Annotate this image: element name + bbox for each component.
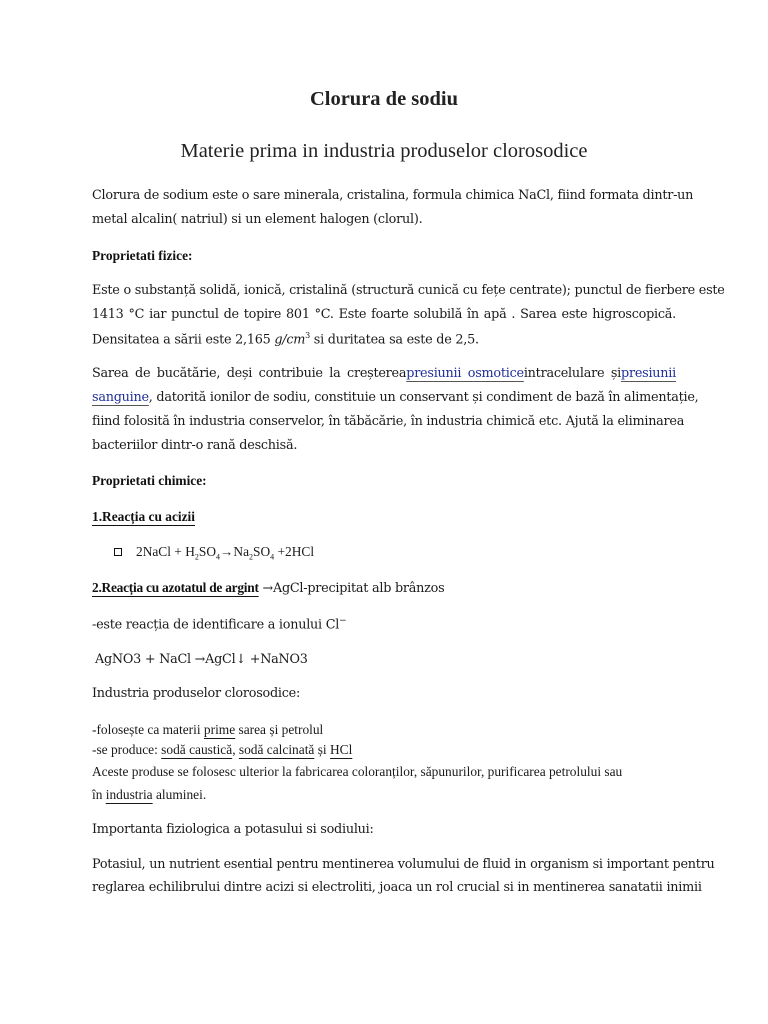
physical-heading: Proprietati fizice: xyxy=(92,248,193,263)
industry-text-1b: sarea și petrolul xyxy=(235,722,324,737)
industry-line-1 xyxy=(92,722,676,738)
salt-line-4: bacteriilor dintr-o rană deschisă. xyxy=(92,438,298,453)
identification-text: -este reacția de identificare a ionului Cl xyxy=(92,617,340,633)
intro-line-2: metal alcalin( natriul) si un element halogen (clorul). xyxy=(92,212,423,227)
reaction-2-equation: AgNO3 + NaCl →AgCl↓ +NaNO3 xyxy=(95,652,308,667)
industry-line-2 xyxy=(92,742,676,758)
chloride-charge: − xyxy=(339,616,347,626)
reaction-2-line xyxy=(92,580,676,596)
link-osmotic-pressure[interactable]: presiunii osmotice xyxy=(406,366,524,381)
reaction-2-description: →AgCl-precipitat alb brânzos xyxy=(258,581,445,596)
industry-word: industria xyxy=(105,787,153,802)
physical-line-2: 1413 °C iar punctul de topire 801 °C. Este foarte solubilă în apă . Sarea este higroscopică. xyxy=(92,307,676,322)
reaction-1-sub-3: 2 xyxy=(249,552,254,562)
salt-text-b: intracelulare și xyxy=(523,366,622,381)
density-unit-exponent: 3 xyxy=(305,331,310,340)
reaction-1-heading: 1.Reacția cu acizii xyxy=(92,509,195,524)
reaction-1-part-d: SO xyxy=(253,544,271,559)
reaction-1-sub-4: 4 xyxy=(270,552,275,562)
density-unit: g/cm xyxy=(274,332,306,348)
industry-prime: prime xyxy=(203,722,236,737)
reaction-2-heading: 2.Reacția cu azotatul de argint xyxy=(92,580,259,595)
link-blood-pressure-part-1[interactable]: presiunii xyxy=(621,366,676,381)
product-hcl: HCl xyxy=(330,742,353,757)
chemical-heading: Proprietati chimice: xyxy=(92,473,207,488)
salt-text-a: Sarea de bucătărie, deși contribuie la creșterea xyxy=(92,366,407,381)
salt-line-1 xyxy=(92,366,676,381)
identification-line xyxy=(92,616,676,632)
industry-sep-1: , xyxy=(232,742,239,757)
salt-line-3: fiind folosită în industria conservelor, în tăbăcărie, în industria chimică etc. Ajută la eliminarea xyxy=(92,414,685,429)
checkbox-bullet-icon xyxy=(114,548,122,556)
page-subtitle: Materie prima in industria produselor clorosodice xyxy=(180,140,588,162)
industry-text-2a: -se produce: xyxy=(92,742,162,757)
product-soda-ash: sodă calcinată xyxy=(238,742,315,757)
industry-line-4 xyxy=(92,787,676,803)
importance-heading: Importanta fiziologica a potasului si sodiului: xyxy=(92,822,374,837)
salt-text-c: , datorită ionilor de sodiu, constituie un conservant și condiment de bază în alimentație, xyxy=(148,390,699,405)
industry-text-4a: în xyxy=(92,787,106,802)
industry-text-4b: aluminei. xyxy=(152,787,207,802)
intro-line-1: Clorura de sodium este o sare minerala, cristalina, formula chimica NaCl, fiind formata dintr-un xyxy=(92,188,694,203)
potassium-line-1: Potasiul, un nutrient esential pentru mentinerea volumului de fluid in organism si important pentru xyxy=(92,857,715,872)
physical-line-1: Este o substanță solidă, ionică, cristalină (structură cunică cu fețe centrate); punctul de fierbere este xyxy=(92,283,725,298)
hardness-text: si duritatea sa este de 2,5. xyxy=(309,332,479,348)
industry-line-3: Aceste produse se folosesc ulterior la fabricarea coloranților, săpunurilor, purificarea petrolului sau xyxy=(92,764,623,779)
reaction-1-equation xyxy=(114,544,676,562)
reaction-1-part-b: SO xyxy=(198,544,217,559)
reaction-1-part-a: 2NaCl + H xyxy=(136,544,195,559)
potassium-line-2: reglarea echilibrului dintre acizi si electroliti, joaca un rol crucial si in mentinerea sanatatii inimii xyxy=(92,880,702,895)
industry-sep-2: și xyxy=(314,742,330,757)
reaction-1-part-e: +2HCl xyxy=(274,544,315,559)
link-blood-pressure-part-2[interactable]: sanguine xyxy=(92,390,149,405)
product-caustic-soda: sodă caustică xyxy=(161,742,233,757)
density-text: Densitatea a sării este 2,165 xyxy=(92,332,275,348)
reaction-1-part-c: →Na xyxy=(220,544,250,559)
physical-line-3 xyxy=(92,331,676,347)
industry-heading: Industria produselor clorosodice: xyxy=(92,686,301,701)
page-title: Clorura de sodiu xyxy=(309,88,459,110)
industry-text-1a: -folosește ca materii xyxy=(92,722,204,737)
reaction-1-sub-1: 2 xyxy=(194,552,199,562)
reaction-1-sub-2: 4 xyxy=(216,552,221,562)
salt-line-2 xyxy=(92,390,699,405)
